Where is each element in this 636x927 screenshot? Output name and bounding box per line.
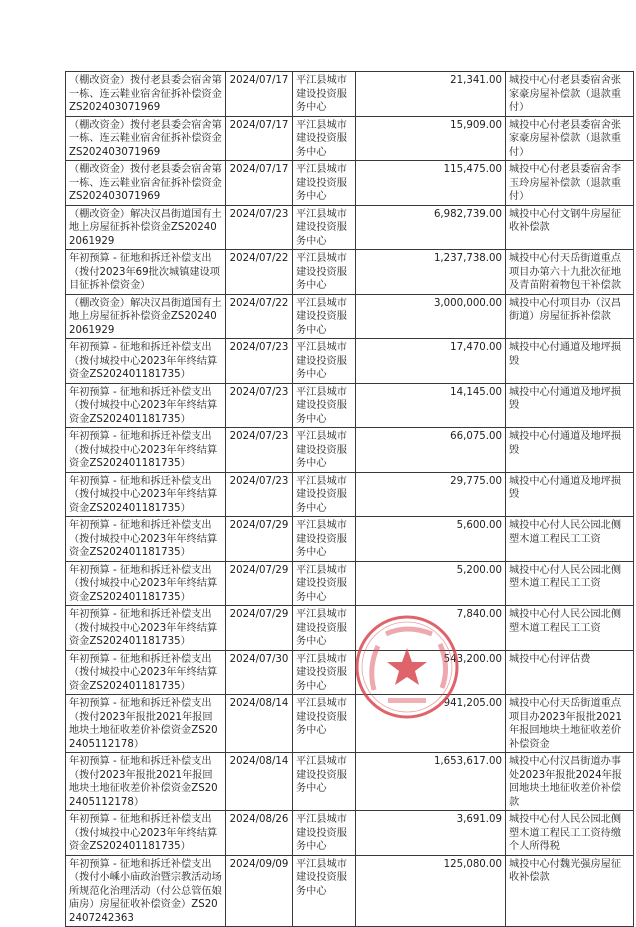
unit-cell: 平江县城市建设投资服务中心 xyxy=(293,205,356,250)
project-cell: 年初预算 - 征地和拆迁补偿支出（拨付城投中心2023年年终结算资金ZS202401181735） xyxy=(66,517,226,562)
unit-cell: 平江县城市建设投资服务中心 xyxy=(293,116,356,161)
unit-cell: 平江县城市建设投资服务中心 xyxy=(293,472,356,517)
amount-cell: 1,237,738.00 xyxy=(356,250,506,295)
date-cell: 2024/07/29 xyxy=(226,606,293,651)
unit-cell: 平江县城市建设投资服务中心 xyxy=(293,339,356,384)
note-cell: 城投中心付老县委宿舍张家豪房屋补偿款（退款重付） xyxy=(506,72,634,117)
table-row xyxy=(66,650,634,695)
amount-cell: 5,200.00 xyxy=(356,561,506,606)
amount-cell: 125,080.00 xyxy=(356,855,506,927)
amount-cell: 7,840.00 xyxy=(356,606,506,651)
note-cell: 城投中心付通道及地坪损毁 xyxy=(506,339,634,384)
amount-cell: 543,200.00 xyxy=(356,650,506,695)
unit-cell: 平江县城市建设投资服务中心 xyxy=(293,695,356,753)
unit-cell: 平江县城市建设投资服务中心 xyxy=(293,250,356,295)
note-cell: 城投中心付天岳街道重点项目办2023年报批2021年报回地块土地征收差价补偿资金 xyxy=(506,695,634,753)
date-cell: 2024/09/09 xyxy=(226,855,293,927)
table-row xyxy=(66,72,634,117)
table-row xyxy=(66,517,634,562)
project-cell: 年初预算 - 征地和拆迁补偿支出（拨付城投中心2023年年终结算资金ZS202401181735） xyxy=(66,650,226,695)
table-row xyxy=(66,339,634,384)
table-row xyxy=(66,811,634,856)
date-cell: 2024/07/23 xyxy=(226,472,293,517)
project-cell: 年初预算 - 征地和拆迁补偿支出（拨付小嵊小庙政治暨宗教活动场所规范化治理活动（付公总管伍娘庙房）房屋征收补偿资金）ZS202407242363 xyxy=(66,855,226,927)
amount-cell: 115,475.00 xyxy=(356,161,506,206)
note-cell: 城投中心付项目办（汉昌街道）房屋征拆补偿款 xyxy=(506,294,634,339)
date-cell: 2024/07/23 xyxy=(226,339,293,384)
amount-cell: 14,145.00 xyxy=(356,383,506,428)
note-cell: 城投中心付通道及地坪损毁 xyxy=(506,472,634,517)
table-row xyxy=(66,428,634,473)
date-cell: 2024/07/29 xyxy=(226,517,293,562)
date-cell: 2024/07/30 xyxy=(226,650,293,695)
table-row xyxy=(66,205,634,250)
amount-cell: 66,075.00 xyxy=(356,428,506,473)
date-cell: 2024/07/17 xyxy=(226,72,293,117)
unit-cell: 平江县城市建设投资服务中心 xyxy=(293,517,356,562)
unit-cell: 平江县城市建设投资服务中心 xyxy=(293,650,356,695)
unit-cell: 平江县城市建设投资服务中心 xyxy=(293,855,356,927)
date-cell: 2024/08/14 xyxy=(226,753,293,811)
table-row xyxy=(66,606,634,651)
project-cell: 年初预算 - 征地和拆迁补偿支出（拨付城投中心2023年年终结算资金ZS202401181735） xyxy=(66,561,226,606)
note-cell: 城投中心付老县委宿舍张家豪房屋补偿款（退款重付） xyxy=(506,116,634,161)
note-cell: 城投中心付通道及地坪损毁 xyxy=(506,428,634,473)
date-cell: 2024/07/22 xyxy=(226,250,293,295)
note-cell: 城投中心付评估费 xyxy=(506,650,634,695)
unit-cell: 平江县城市建设投资服务中心 xyxy=(293,753,356,811)
amount-cell: 3,691.09 xyxy=(356,811,506,856)
date-cell: 2024/07/17 xyxy=(226,161,293,206)
amount-cell: 3,000,000.00 xyxy=(356,294,506,339)
unit-cell: 平江县城市建设投资服务中心 xyxy=(293,606,356,651)
date-cell: 2024/08/14 xyxy=(226,695,293,753)
table-row xyxy=(66,383,634,428)
project-cell: 年初预算 - 征地和拆迁补偿支出（拨付城投中心2023年年终结算资金ZS202401181735） xyxy=(66,383,226,428)
amount-cell: 15,909.00 xyxy=(356,116,506,161)
note-cell: 城投中心付人民公园北侧塑木道工程民工工资 xyxy=(506,606,634,651)
date-cell: 2024/07/23 xyxy=(226,205,293,250)
table-row xyxy=(66,472,634,517)
amount-cell: 6,982,739.00 xyxy=(356,205,506,250)
amount-cell: 1,653,617.00 xyxy=(356,753,506,811)
note-cell: 城投中心付人民公园北侧塑木道工程民工工资 xyxy=(506,517,634,562)
amount-cell: 941,205.00 xyxy=(356,695,506,753)
table-row xyxy=(66,116,634,161)
amount-cell: 21,341.00 xyxy=(356,72,506,117)
table-row xyxy=(66,294,634,339)
table-row xyxy=(66,161,634,206)
table-row xyxy=(66,250,634,295)
unit-cell: 平江县城市建设投资服务中心 xyxy=(293,161,356,206)
amount-cell: 17,470.00 xyxy=(356,339,506,384)
date-cell: 2024/07/23 xyxy=(226,383,293,428)
note-cell: 城投中心付魏光强房屋征收补偿款 xyxy=(506,855,634,927)
note-cell: 城投中心付通道及地坪损毁 xyxy=(506,383,634,428)
note-cell: 城投中心付文钢牛房屋征收补偿款 xyxy=(506,205,634,250)
date-cell: 2024/07/23 xyxy=(226,428,293,473)
table-row xyxy=(66,561,634,606)
payment-ledger-table xyxy=(65,71,634,927)
note-cell: 城投中心付汉昌街道办事处2023年报批2024年报回地块土地征收差价补偿款 xyxy=(506,753,634,811)
table-row xyxy=(66,855,634,927)
note-cell: 城投中心付人民公园北侧塑木道工程民工工资待缴个人所得税 xyxy=(506,811,634,856)
unit-cell: 平江县城市建设投资服务中心 xyxy=(293,294,356,339)
project-cell: （棚改资金）拨付老县委会宿舍第一栋、连云鞋业宿舍征拆补偿资金ZS202403071969 xyxy=(66,116,226,161)
amount-cell: 29,775.00 xyxy=(356,472,506,517)
date-cell: 2024/07/22 xyxy=(226,294,293,339)
project-cell: （棚改资金）解决汉昌街道国有土地上房屋征拆补偿资金ZS202402061929 xyxy=(66,294,226,339)
project-cell: 年初预算 - 征地和拆迁补偿支出（拨付城投中心2023年年终结算资金ZS202401181735） xyxy=(66,811,226,856)
table-row xyxy=(66,753,634,811)
project-cell: 年初预算 - 征地和拆迁补偿支出（拨付城投中心2023年年终结算资金ZS202401181735） xyxy=(66,428,226,473)
project-cell: （棚改资金）拨付老县委会宿舍第一栋、连云鞋业宿舍征拆补偿资金ZS202403071969 xyxy=(66,72,226,117)
note-cell: 城投中心付老县委宿舍李玉玲房屋补偿款（退款重付） xyxy=(506,161,634,206)
project-cell: （棚改资金）解决汉昌街道国有土地上房屋征拆补偿资金ZS202402061929 xyxy=(66,205,226,250)
table-row xyxy=(66,695,634,753)
unit-cell: 平江县城市建设投资服务中心 xyxy=(293,72,356,117)
date-cell: 2024/07/17 xyxy=(226,116,293,161)
note-cell: 城投中心付人民公园北侧塑木道工程民工工资 xyxy=(506,561,634,606)
amount-cell: 5,600.00 xyxy=(356,517,506,562)
project-cell: 年初预算 - 征地和拆迁补偿支出（拨付2023年报批2021年报回地块土地征收差价补偿资金ZS202405112178） xyxy=(66,695,226,753)
ledger-body xyxy=(66,72,634,927)
unit-cell: 平江县城市建设投资服务中心 xyxy=(293,811,356,856)
project-cell: 年初预算 - 征地和拆迁补偿支出（拨付城投中心2023年年终结算资金ZS202401181735） xyxy=(66,606,226,651)
project-cell: 年初预算 - 征地和拆迁补偿支出（拨付城投中心2023年年终结算资金ZS202401181735） xyxy=(66,472,226,517)
project-cell: （棚改资金）拨付老县委会宿舍第一栋、连云鞋业宿舍征拆补偿资金ZS202403071969 xyxy=(66,161,226,206)
date-cell: 2024/08/26 xyxy=(226,811,293,856)
project-cell: 年初预算 - 征地和拆迁补偿支出（拨付城投中心2023年年终结算资金ZS202401181735） xyxy=(66,339,226,384)
unit-cell: 平江县城市建设投资服务中心 xyxy=(293,383,356,428)
note-cell: 城投中心付天岳街道重点项目办第六十九批次征地及青苗附着物包干补偿款 xyxy=(506,250,634,295)
unit-cell: 平江县城市建设投资服务中心 xyxy=(293,561,356,606)
project-cell: 年初预算 - 征地和拆迁补偿支出（拨付2023年报批2021年报回地块土地征收差价补偿资金ZS202405112178） xyxy=(66,753,226,811)
unit-cell: 平江县城市建设投资服务中心 xyxy=(293,428,356,473)
date-cell: 2024/07/29 xyxy=(226,561,293,606)
project-cell: 年初预算 - 征地和拆迁补偿支出（拨付2023年69批次城镇建设项目征拆补偿资金） xyxy=(66,250,226,295)
